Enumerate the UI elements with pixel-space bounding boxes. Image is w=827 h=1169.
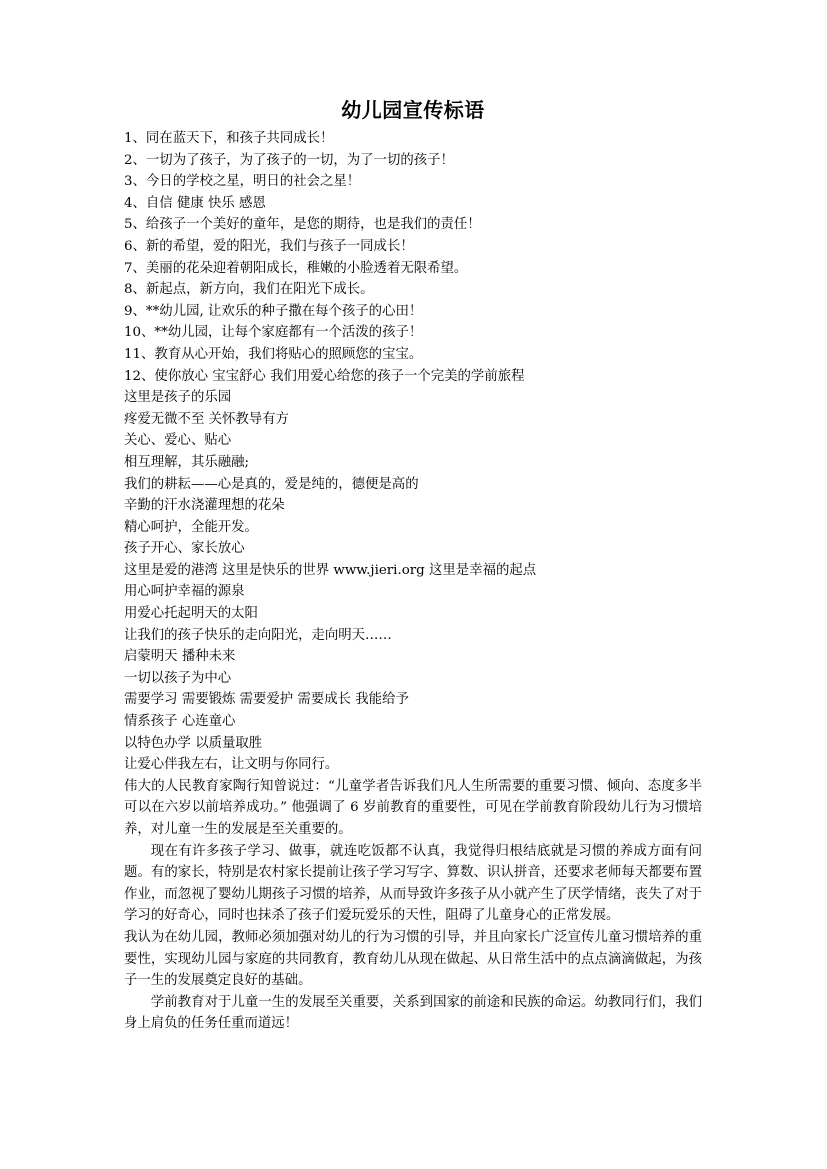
- slogan-line: 让爱心伴我左右，让文明与你同行。: [124, 757, 339, 773]
- slogan-line: 3、今日的学校之星，明日的社会之星！: [124, 174, 361, 190]
- slogan-line: 相互理解，其乐融融;: [124, 454, 250, 470]
- slogan-line: 5、给孩子一个美好的童年，是您的期待，也是我们的责任！: [124, 217, 481, 233]
- slogan-list: [124, 128, 702, 776]
- slogan-line: 疼爱无微不至 关怀教导有方: [124, 411, 289, 427]
- slogan-line: 8、新起点，新方向，我们在阳光下成长。: [124, 282, 374, 298]
- slogan-line: 关心、爱心、贴心: [124, 433, 232, 449]
- slogan-line: 12、使你放心 宝宝舒心 我们用爱心给您的孩子一个完美的学前旅程: [124, 368, 525, 384]
- document-title: 幼儿园宣传标语: [341, 98, 485, 122]
- document-page: [124, 96, 702, 1035]
- slogan-line: 6、新的希望，爱的阳光，我们与孩子一同成长！: [124, 238, 414, 254]
- slogan-line: 1、同在蓝天下，和孩子共同成长！: [124, 131, 334, 146]
- slogan-line: 这里是爱的港湾 这里是快乐的世界 www.jieri.org 这里是幸福的起点: [124, 562, 537, 578]
- body-paragraph: 我认为在幼儿园，教师必须加强对幼儿的行为习惯的引导，并且向家长广泛宣传儿童习惯培养的重要性，实现幼儿园与家庭的共同教育，教育幼儿从现在做起、从日常生活中的点点滴滴做起，为孩子一生的发展奠定良好的基础。: [124, 929, 702, 989]
- slogan-line: 让我们的孩子快乐的走向阳光，走向明天……: [124, 627, 392, 643]
- slogan-line: 用心呵护幸福的源泉: [124, 584, 245, 600]
- slogan-line: 这里是孩子的乐园: [124, 390, 232, 406]
- slogan-line: 需要学习 需要锻炼 需要爱护 需要成长 我能给予: [124, 692, 409, 708]
- slogan-line: 我们的耕耘——心是真的，爱是纯的，德便是高的: [124, 476, 419, 492]
- slogan-line: 2、一切为了孩子，为了孩子的一切，为了一切的孩子！: [124, 152, 454, 168]
- slogan-line: 10、**幼儿园，让每个家庭都有一个活泼的孩子！: [124, 325, 423, 341]
- slogan-line: 辛勤的汗水浇灌理想的花朵: [124, 498, 285, 514]
- slogan-line: 一切以孩子为中心: [124, 670, 232, 686]
- body-paragraph: 现在有许多孩子学习、做事，就连吃饭都不认真，我觉得归根结底就是习惯的养成方面有问题。有的家长，特别是农村家长提前让孩子学习写字、算数、识认拼音，还要求老师每天都要布置作业，而忽视了婴幼儿期孩子习惯的培养，从而导致许多孩子从小就产生了厌学情绪，丧失了对于学习的好奇心，同时也抹杀了孩子们爱玩爱乐的天性，阻碍了儿童身心的正常发展。: [124, 843, 702, 924]
- slogan-line: 9、**幼儿园, 让欢乐的种子撒在每个孩子的心田！: [124, 303, 423, 319]
- slogan-line: 用爱心托起明天的太阳: [124, 606, 258, 622]
- slogan-line: 启蒙明天 播种未来: [124, 649, 236, 665]
- slogan-line: 以特色办学 以质量取胜: [124, 735, 263, 751]
- slogan-line: 情系孩子 心连童心: [124, 714, 236, 730]
- article-body: [124, 776, 702, 1035]
- slogan-line: 11、教育从心开始，我们将贴心的照顾您的宝宝。: [124, 346, 423, 362]
- slogan-line: 精心呵护，全能开发。: [124, 519, 258, 535]
- slogan-line: 7、美丽的花朵迎着朝阳成长，稚嫩的小脸透着无限希望。: [124, 260, 468, 276]
- body-paragraph: 学前教育对于儿童一生的发展至关重要，关系到国家的前途和民族的命运。幼教同行们，我们身上肩负的任务任重而道远！: [124, 994, 702, 1032]
- body-paragraph: 伟大的人民教育家陶行知曾说过：“儿童学者告诉我们凡人生所需要的重要习惯、倾向、态度多半可以在六岁以前培养成功。” 他强调了 6 岁前教育的重要性，可见在学前教育阶段幼儿行为习惯培养，对儿童一生的发展是至关重要的。: [124, 778, 702, 837]
- slogan-line: 4、自信 健康 快乐 感恩: [124, 195, 266, 211]
- slogan-line: 孩子开心、家长放心: [124, 541, 245, 557]
